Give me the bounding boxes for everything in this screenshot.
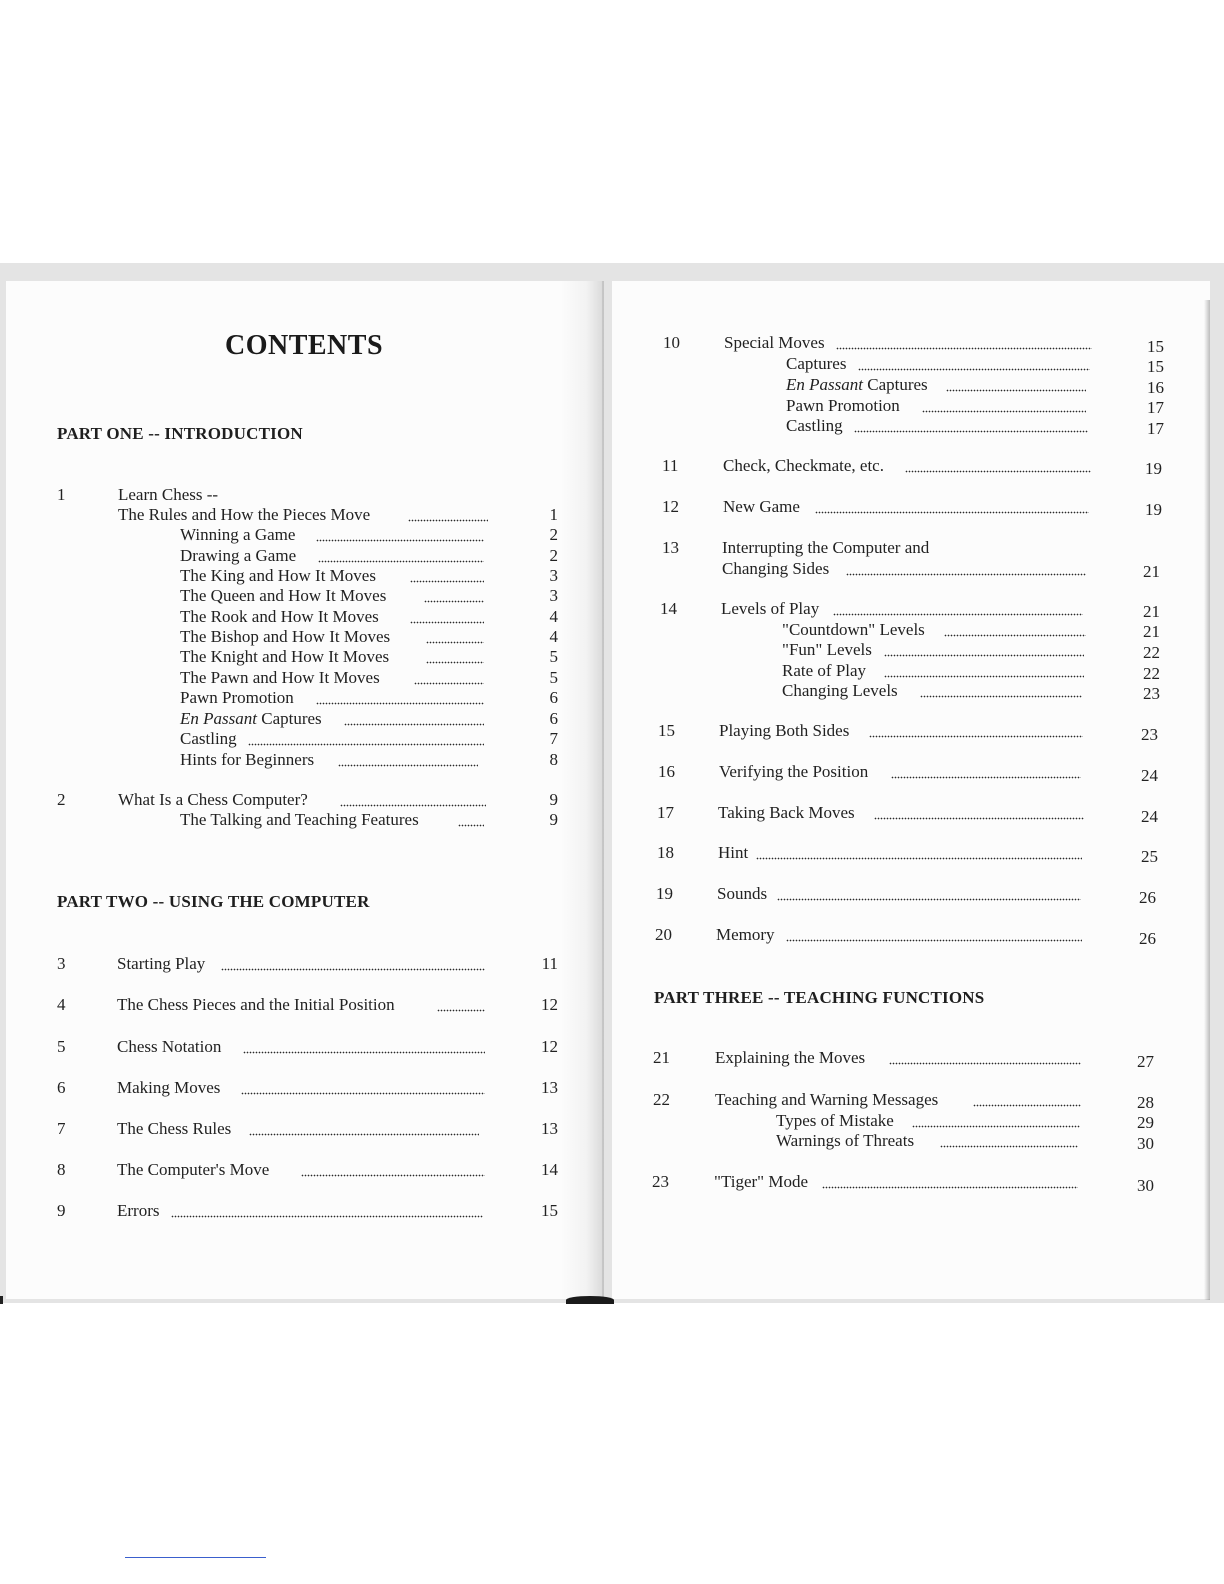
page-number: 15 xyxy=(541,1201,558,1220)
entry-title: The Knight and How It Moves xyxy=(180,647,390,666)
page-number: 13 xyxy=(541,1119,558,1138)
chapter-number: 4 xyxy=(57,995,66,1014)
entry-title: Teaching and Warning Messages xyxy=(715,1090,939,1109)
contents-title: CONTENTS xyxy=(224,330,384,361)
entry-title: Check, Checkmate, etc. xyxy=(723,456,884,475)
toc-subentry xyxy=(786,354,1090,374)
dot-leader xyxy=(410,621,484,624)
dot-leader xyxy=(874,817,1084,820)
chapter-number: 5 xyxy=(57,1037,66,1056)
toc-subentry xyxy=(180,647,485,667)
chapter-number: 7 xyxy=(57,1119,66,1138)
toc-entry xyxy=(117,954,485,974)
entry-title: Hint xyxy=(718,843,749,862)
page-number: 8 xyxy=(549,750,558,769)
toc-subentry xyxy=(786,375,1086,395)
page-number: 3 xyxy=(549,586,558,605)
chapter-number: 13 xyxy=(662,538,679,557)
page-number: 16 xyxy=(1147,378,1164,397)
dot-leader xyxy=(316,539,484,542)
page-number: 6 xyxy=(549,709,558,728)
entry-title: The Chess Pieces and the Initial Position xyxy=(117,995,395,1014)
chapter-number: 10 xyxy=(663,333,680,352)
dot-leader xyxy=(338,764,478,767)
entry-title: Changing Levels xyxy=(782,681,898,700)
toc-entry xyxy=(117,1078,485,1098)
entry-title: Hints for Beginners xyxy=(180,750,315,769)
toc-subentry xyxy=(180,709,485,729)
link-underline xyxy=(125,1557,266,1558)
edge-mark xyxy=(0,1296,3,1304)
dot-leader xyxy=(424,600,484,603)
dot-leader xyxy=(946,389,1086,392)
toc-subentry xyxy=(180,586,485,606)
entry-title: Castling xyxy=(180,729,237,748)
dot-leader xyxy=(344,723,484,726)
toc-entry xyxy=(719,721,1083,741)
dot-leader xyxy=(426,661,484,664)
page-number: 12 xyxy=(541,995,558,1014)
entry-title: "Tiger" Mode xyxy=(714,1172,809,1191)
toc-subentry xyxy=(786,396,1086,416)
toc-entry xyxy=(714,1172,1078,1192)
dot-leader xyxy=(869,735,1083,738)
dot-leader xyxy=(249,1133,479,1136)
dot-leader xyxy=(171,1215,483,1218)
entry-title: Starting Play xyxy=(117,954,206,973)
toc-entry xyxy=(715,1090,1081,1110)
page-number: 5 xyxy=(549,668,558,687)
toc-entry xyxy=(717,884,1082,904)
entry-title: Rate of Play xyxy=(782,661,867,680)
entry-title: Drawing a Game xyxy=(180,546,297,565)
entry-title: Memory xyxy=(716,925,775,944)
dot-leader xyxy=(833,613,1083,616)
dot-leader xyxy=(940,1145,1078,1148)
page-number: 15 xyxy=(1147,357,1164,376)
toc-subentry xyxy=(776,1111,1080,1131)
toc-entry xyxy=(117,995,485,1015)
page-number: 19 xyxy=(1145,459,1162,478)
dot-leader xyxy=(241,1092,485,1095)
chapter-number: 23 xyxy=(652,1172,669,1191)
page-number: 3 xyxy=(549,566,558,585)
chapter-number: 22 xyxy=(653,1090,670,1109)
dot-leader xyxy=(912,1125,1080,1128)
chapter-number: 20 xyxy=(655,925,672,944)
entry-title-rest: Captures xyxy=(256,709,322,728)
dot-leader xyxy=(858,368,1090,371)
chapter-number: 12 xyxy=(662,497,679,516)
toc-entry xyxy=(117,1160,485,1180)
toc-subentry xyxy=(180,750,485,770)
page-number: 5 xyxy=(549,647,558,666)
entry-title: The King and How It Moves xyxy=(180,566,376,585)
dot-leader xyxy=(221,968,485,971)
page-number: 13 xyxy=(541,1078,558,1097)
page-number: 17 xyxy=(1147,419,1164,438)
dot-leader xyxy=(846,573,1086,576)
dot-leader xyxy=(243,1051,485,1054)
entry-title: The Talking and Teaching Features xyxy=(180,810,419,829)
page-edge-shadow xyxy=(1204,300,1210,1300)
toc-entry xyxy=(718,803,1084,823)
page-number: 21 xyxy=(1143,602,1160,621)
chapter-number: 18 xyxy=(657,843,674,862)
entry-title: Sounds xyxy=(717,884,768,903)
entry-title-rest: Captures xyxy=(862,375,928,394)
entry-title: Levels of Play xyxy=(721,599,820,618)
dot-leader xyxy=(920,695,1082,698)
dot-leader xyxy=(756,857,1082,860)
toc-subentry xyxy=(180,566,485,586)
entry-title: Castling xyxy=(786,416,843,435)
entry-title xyxy=(786,375,928,395)
chapter-number: 21 xyxy=(653,1048,670,1067)
page-number: 26 xyxy=(1139,888,1156,907)
toc-subentry xyxy=(776,1131,1078,1151)
chapter-number: 16 xyxy=(658,762,675,781)
dot-leader xyxy=(410,580,484,583)
page-number: 15 xyxy=(1147,337,1164,356)
dot-leader xyxy=(854,430,1088,433)
toc-entry xyxy=(716,925,1082,945)
page-number: 2 xyxy=(549,525,558,544)
entry-title: Verifying the Position xyxy=(719,762,869,781)
dot-leader xyxy=(426,641,484,644)
dot-leader xyxy=(248,743,484,746)
entry-title: Playing Both Sides xyxy=(719,721,850,740)
toc-entry xyxy=(117,1201,485,1221)
dot-leader xyxy=(318,560,484,563)
entry-title: The Rook and How It Moves xyxy=(180,607,379,626)
entry-title-italic: En Passant xyxy=(786,375,863,394)
entry-title: "Countdown" Levels xyxy=(782,620,925,639)
part-two-heading: PART TWO -- USING THE COMPUTER xyxy=(57,892,370,911)
page-number: 4 xyxy=(549,627,558,646)
toc-entry xyxy=(723,456,1091,476)
toc-subentry xyxy=(180,546,485,566)
page-number: 2 xyxy=(549,546,558,565)
chapter-number: 1 xyxy=(57,485,66,504)
toc-entry xyxy=(715,1048,1081,1068)
toc-subentry xyxy=(782,640,1084,660)
dot-leader xyxy=(301,1174,485,1177)
chapter-number: 9 xyxy=(57,1201,66,1220)
page-number: 21 xyxy=(1143,622,1160,641)
entry-title: Pawn Promotion xyxy=(786,396,900,415)
page-number: 9 xyxy=(549,790,558,809)
entry-title: "Fun" Levels xyxy=(782,640,872,659)
page-number: 22 xyxy=(1143,664,1160,683)
dot-leader xyxy=(815,511,1089,514)
chapter-number: 3 xyxy=(57,954,66,973)
page-number: 7 xyxy=(549,729,558,748)
entry-title: Taking Back Moves xyxy=(718,803,855,822)
page-number: 30 xyxy=(1137,1134,1154,1153)
spine-mark xyxy=(566,1296,614,1304)
entry-title: What Is a Chess Computer? xyxy=(118,790,308,809)
page-number: 23 xyxy=(1143,684,1160,703)
dot-leader xyxy=(437,1009,485,1012)
entry-title xyxy=(180,709,322,729)
entry-title: Chess Notation xyxy=(117,1037,222,1056)
part-one-heading: PART ONE -- INTRODUCTION xyxy=(57,424,303,443)
entry-title: Types of Mistake xyxy=(776,1111,894,1130)
chapter-number: 15 xyxy=(658,721,675,740)
toc-subentry xyxy=(180,668,485,688)
dot-leader xyxy=(944,634,1086,637)
dot-leader xyxy=(458,824,484,827)
toc-subentry xyxy=(782,661,1084,681)
dot-leader xyxy=(891,776,1081,779)
page-number: 12 xyxy=(541,1037,558,1056)
page-number: 9 xyxy=(549,810,558,829)
page-number: 29 xyxy=(1137,1113,1154,1132)
toc-subentry xyxy=(180,525,485,545)
book-gutter xyxy=(560,281,604,1303)
dot-leader xyxy=(922,410,1086,413)
entry-title: The Chess Rules xyxy=(117,1119,232,1138)
entry-title: Changing Sides xyxy=(722,559,830,578)
page-number: 19 xyxy=(1145,500,1162,519)
dot-leader xyxy=(414,682,484,685)
dot-leader xyxy=(884,654,1084,657)
entry-title: The Queen and How It Moves xyxy=(180,586,387,605)
page-number: 28 xyxy=(1137,1093,1154,1112)
chapter-number: 19 xyxy=(656,884,673,903)
chapter-number: 2 xyxy=(57,790,66,809)
toc-entry xyxy=(723,497,1089,517)
dot-leader xyxy=(836,347,1092,350)
toc-entry xyxy=(117,1119,485,1139)
toc-entry xyxy=(118,790,486,810)
entry-title: The Rules and How the Pieces Move xyxy=(118,505,371,524)
page-number: 14 xyxy=(541,1160,558,1179)
toc-subentry xyxy=(180,627,485,647)
page-number: 1 xyxy=(549,505,558,524)
entry-title: Explaining the Moves xyxy=(715,1048,866,1067)
chapter-number: 14 xyxy=(660,599,677,618)
toc-subentry xyxy=(782,681,1082,701)
entry-title: The Computer's Move xyxy=(117,1160,270,1179)
page-number: 24 xyxy=(1141,807,1158,826)
dot-leader xyxy=(786,939,1082,942)
toc-entry xyxy=(117,1037,485,1057)
page-number: 21 xyxy=(1143,562,1160,581)
entry-title-italic: En Passant xyxy=(180,709,257,728)
dot-leader xyxy=(889,1062,1081,1065)
entry-title: Pawn Promotion xyxy=(180,688,294,707)
entry-title: Captures xyxy=(786,354,847,373)
toc-entry xyxy=(722,559,1086,579)
entry-title: Warnings of Threats xyxy=(776,1131,915,1150)
toc-subentry xyxy=(180,729,485,749)
page-number: 11 xyxy=(541,954,558,973)
page-number: 4 xyxy=(549,607,558,626)
entry-title: Errors xyxy=(117,1201,160,1220)
toc-subentry xyxy=(782,620,1086,640)
page-number: 17 xyxy=(1147,398,1164,417)
dot-leader xyxy=(884,675,1084,678)
page-number: 23 xyxy=(1141,725,1158,744)
toc-subentry xyxy=(180,810,485,830)
entry-title: Special Moves xyxy=(724,333,825,352)
chapter-number: 17 xyxy=(657,803,674,822)
page-number: 22 xyxy=(1143,643,1160,662)
toc-entry xyxy=(718,843,1082,863)
chapter-title: Learn Chess -- xyxy=(118,485,219,504)
entry-title: Making Moves xyxy=(117,1078,221,1097)
entry-title: The Pawn and How It Moves xyxy=(180,668,380,687)
entry-title: The Bishop and How It Moves xyxy=(180,627,391,646)
toc-entry xyxy=(118,505,492,525)
dot-leader xyxy=(905,470,1091,473)
page-number: 30 xyxy=(1137,1176,1154,1195)
dot-leader xyxy=(316,702,484,705)
page-number: 6 xyxy=(549,688,558,707)
dot-leader xyxy=(777,898,1081,901)
page-number: 25 xyxy=(1141,847,1158,866)
chapter-number: 11 xyxy=(662,456,679,475)
dot-leader xyxy=(822,1186,1078,1189)
page-number: 24 xyxy=(1141,766,1158,785)
page-number: 26 xyxy=(1139,929,1156,948)
dot-leader xyxy=(408,519,488,522)
chapter-number: 6 xyxy=(57,1078,66,1097)
toc-subentry xyxy=(180,607,485,627)
toc-entry xyxy=(721,599,1083,619)
chapter-number: 8 xyxy=(57,1160,66,1179)
page-number: 27 xyxy=(1137,1052,1154,1071)
toc-subentry xyxy=(786,416,1088,436)
dot-leader xyxy=(973,1104,1081,1107)
toc-entry xyxy=(724,333,1092,353)
toc-subentry xyxy=(180,688,485,708)
chapter-title: Interrupting the Computer and xyxy=(722,538,930,557)
entry-title: New Game xyxy=(723,497,800,516)
dot-leader xyxy=(340,804,486,807)
entry-title: Winning a Game xyxy=(180,525,296,544)
part-three-heading: PART THREE -- TEACHING FUNCTIONS xyxy=(654,988,985,1007)
toc-entry xyxy=(719,762,1081,782)
